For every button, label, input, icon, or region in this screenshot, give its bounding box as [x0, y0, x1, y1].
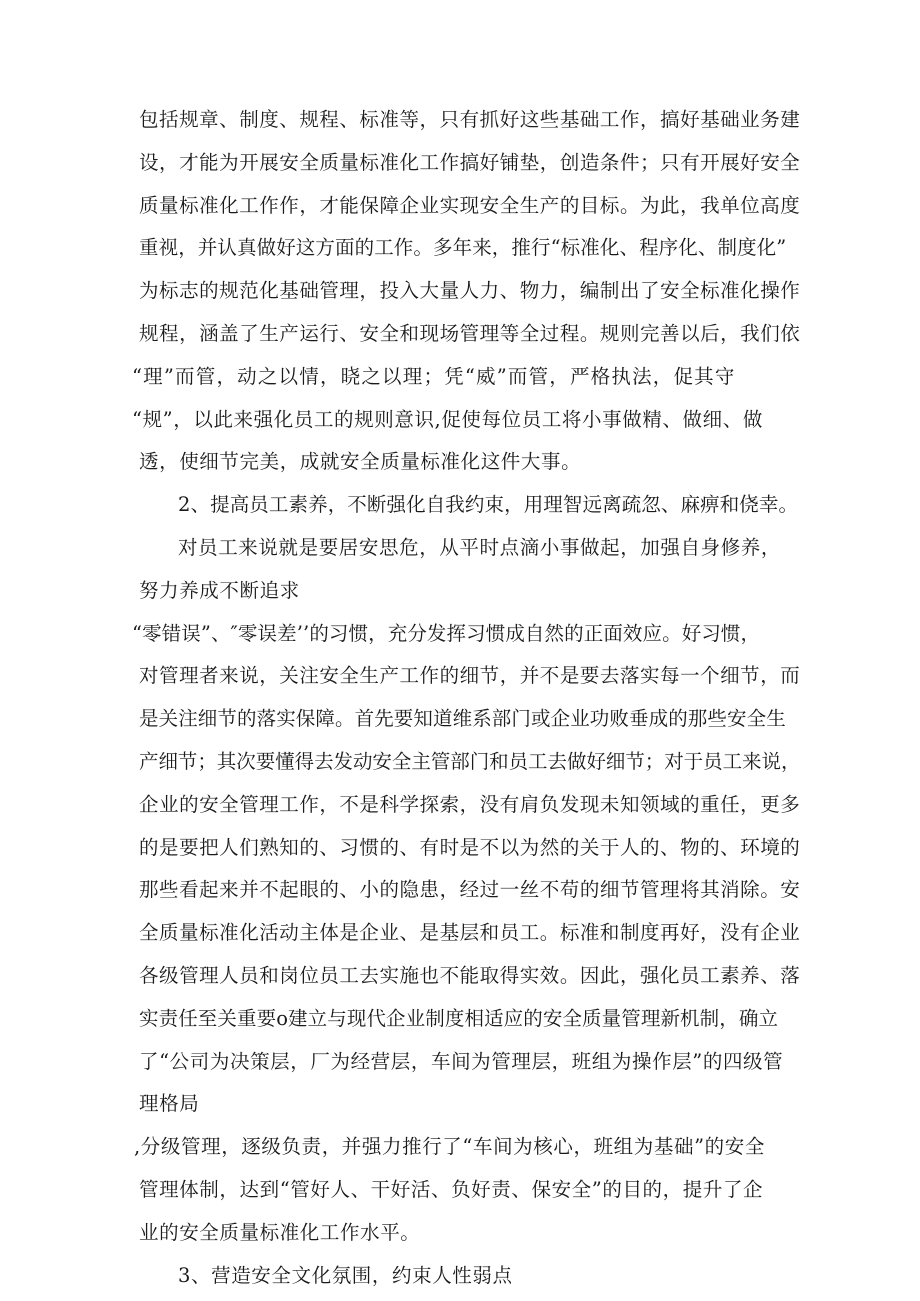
text-line-3: 质量标准化工作作，才能保障企业实现安全生产的目标。为此，我单位高度: [139, 194, 801, 217]
text-line-12: 努力养成不断追求: [139, 579, 300, 602]
text-line-8: “规”，以此来强化员工的规则意识,促使每位员工将小事做精、做细、做: [132, 408, 763, 431]
text-line-24: 理格局: [139, 1092, 200, 1115]
section-heading-2: 2、提高员工素养，不断强化自我约束，用理智远离疏忽、麻痹和侥幸。: [178, 493, 799, 516]
text-line-23: 了“公司为决策层，厂为经营层，车间为管理层，班组为操作层”的四级管: [139, 1050, 784, 1073]
text-line-9: 透，使细节完美，成就安全质量标准化这件大事。: [139, 450, 582, 473]
text-line-1: 包括规章、制度、规程、标准等，只有抓好这些基础工作，搞好基础业务建: [139, 108, 801, 131]
text-line-19: 那些看起来并不起眼的、小的隐患，经过一丝不苟的细节管理将其消除。安: [139, 878, 801, 901]
text-line-25: ,分级管理，逐级负责，并强力推行了“车间为核心，班组为基础”的安全: [134, 1135, 765, 1158]
text-line-14: 对管理者来说，关注安全生产工作的细节，并不是要去落实每一个细节，而: [139, 664, 801, 687]
text-line-16: 产细节；其次要懂得去发动安全主管部门和员工去做好细节；对于员工来说，: [139, 750, 801, 773]
text-line-20: 全质量标准化活动主体是企业、是基层和员工。标准和制度再好，没有企业: [139, 921, 801, 944]
text-line-15: 是关注细节的落实保障。首先要知道维系部门或企业功败垂成的那些安全生: [139, 707, 786, 730]
text-line-27: 业的安全质量标准化工作水平。: [139, 1221, 421, 1244]
text-line-26: 管理体制，达到“管好人、干好活、负好责、保安全”的目的，提升了企: [139, 1178, 764, 1201]
text-line-7: “理”而管，动之以情，晓之以理；凭“威”而管，严格执法，促其守: [132, 365, 736, 388]
text-line-21: 各级管理人员和岗位员工去实施也不能取得实效。因此，强化员工素养、落: [139, 964, 801, 987]
text-line-18: 的是要把人们熟知的、习惯的、有时是不以为然的关于人的、物的、环境的: [139, 836, 801, 859]
section-heading-3: 3、营造安全文化氛围，约束人性弱点: [178, 1264, 513, 1287]
text-line-11: 对员工来说就是要居安思危，从平时点滴小事做起，加强自身修养，: [178, 536, 782, 559]
text-line-4: 重视，并认真做好这方面的工作。多年来，推行“标准化、程序化、制度化”: [139, 236, 787, 259]
text-line-2: 设，才能为开展安全质量标准化工作搞好铺垫，创造条件；只有开展好安全: [139, 151, 801, 174]
text-line-13: “零错误”、″零误差’’的习惯，充分发挥习惯成自然的正面效应。好习惯，: [132, 622, 761, 645]
text-line-5: 为标志的规范化基础管理，投入大量人力、物力，编制出了安全标准化操作: [139, 279, 801, 302]
text-line-17: 企业的安全管理工作，不是科学探索，没有肩负发现未知领域的重任，更多: [139, 793, 801, 816]
text-line-6: 规程，涵盖了生产运行、安全和现场管理等全过程。规则完善以后，我们依: [139, 322, 801, 345]
text-line-22: 实责任至关重要o建立与现代企业制度相适应的安全质量管理新机制，确立: [139, 1007, 779, 1030]
